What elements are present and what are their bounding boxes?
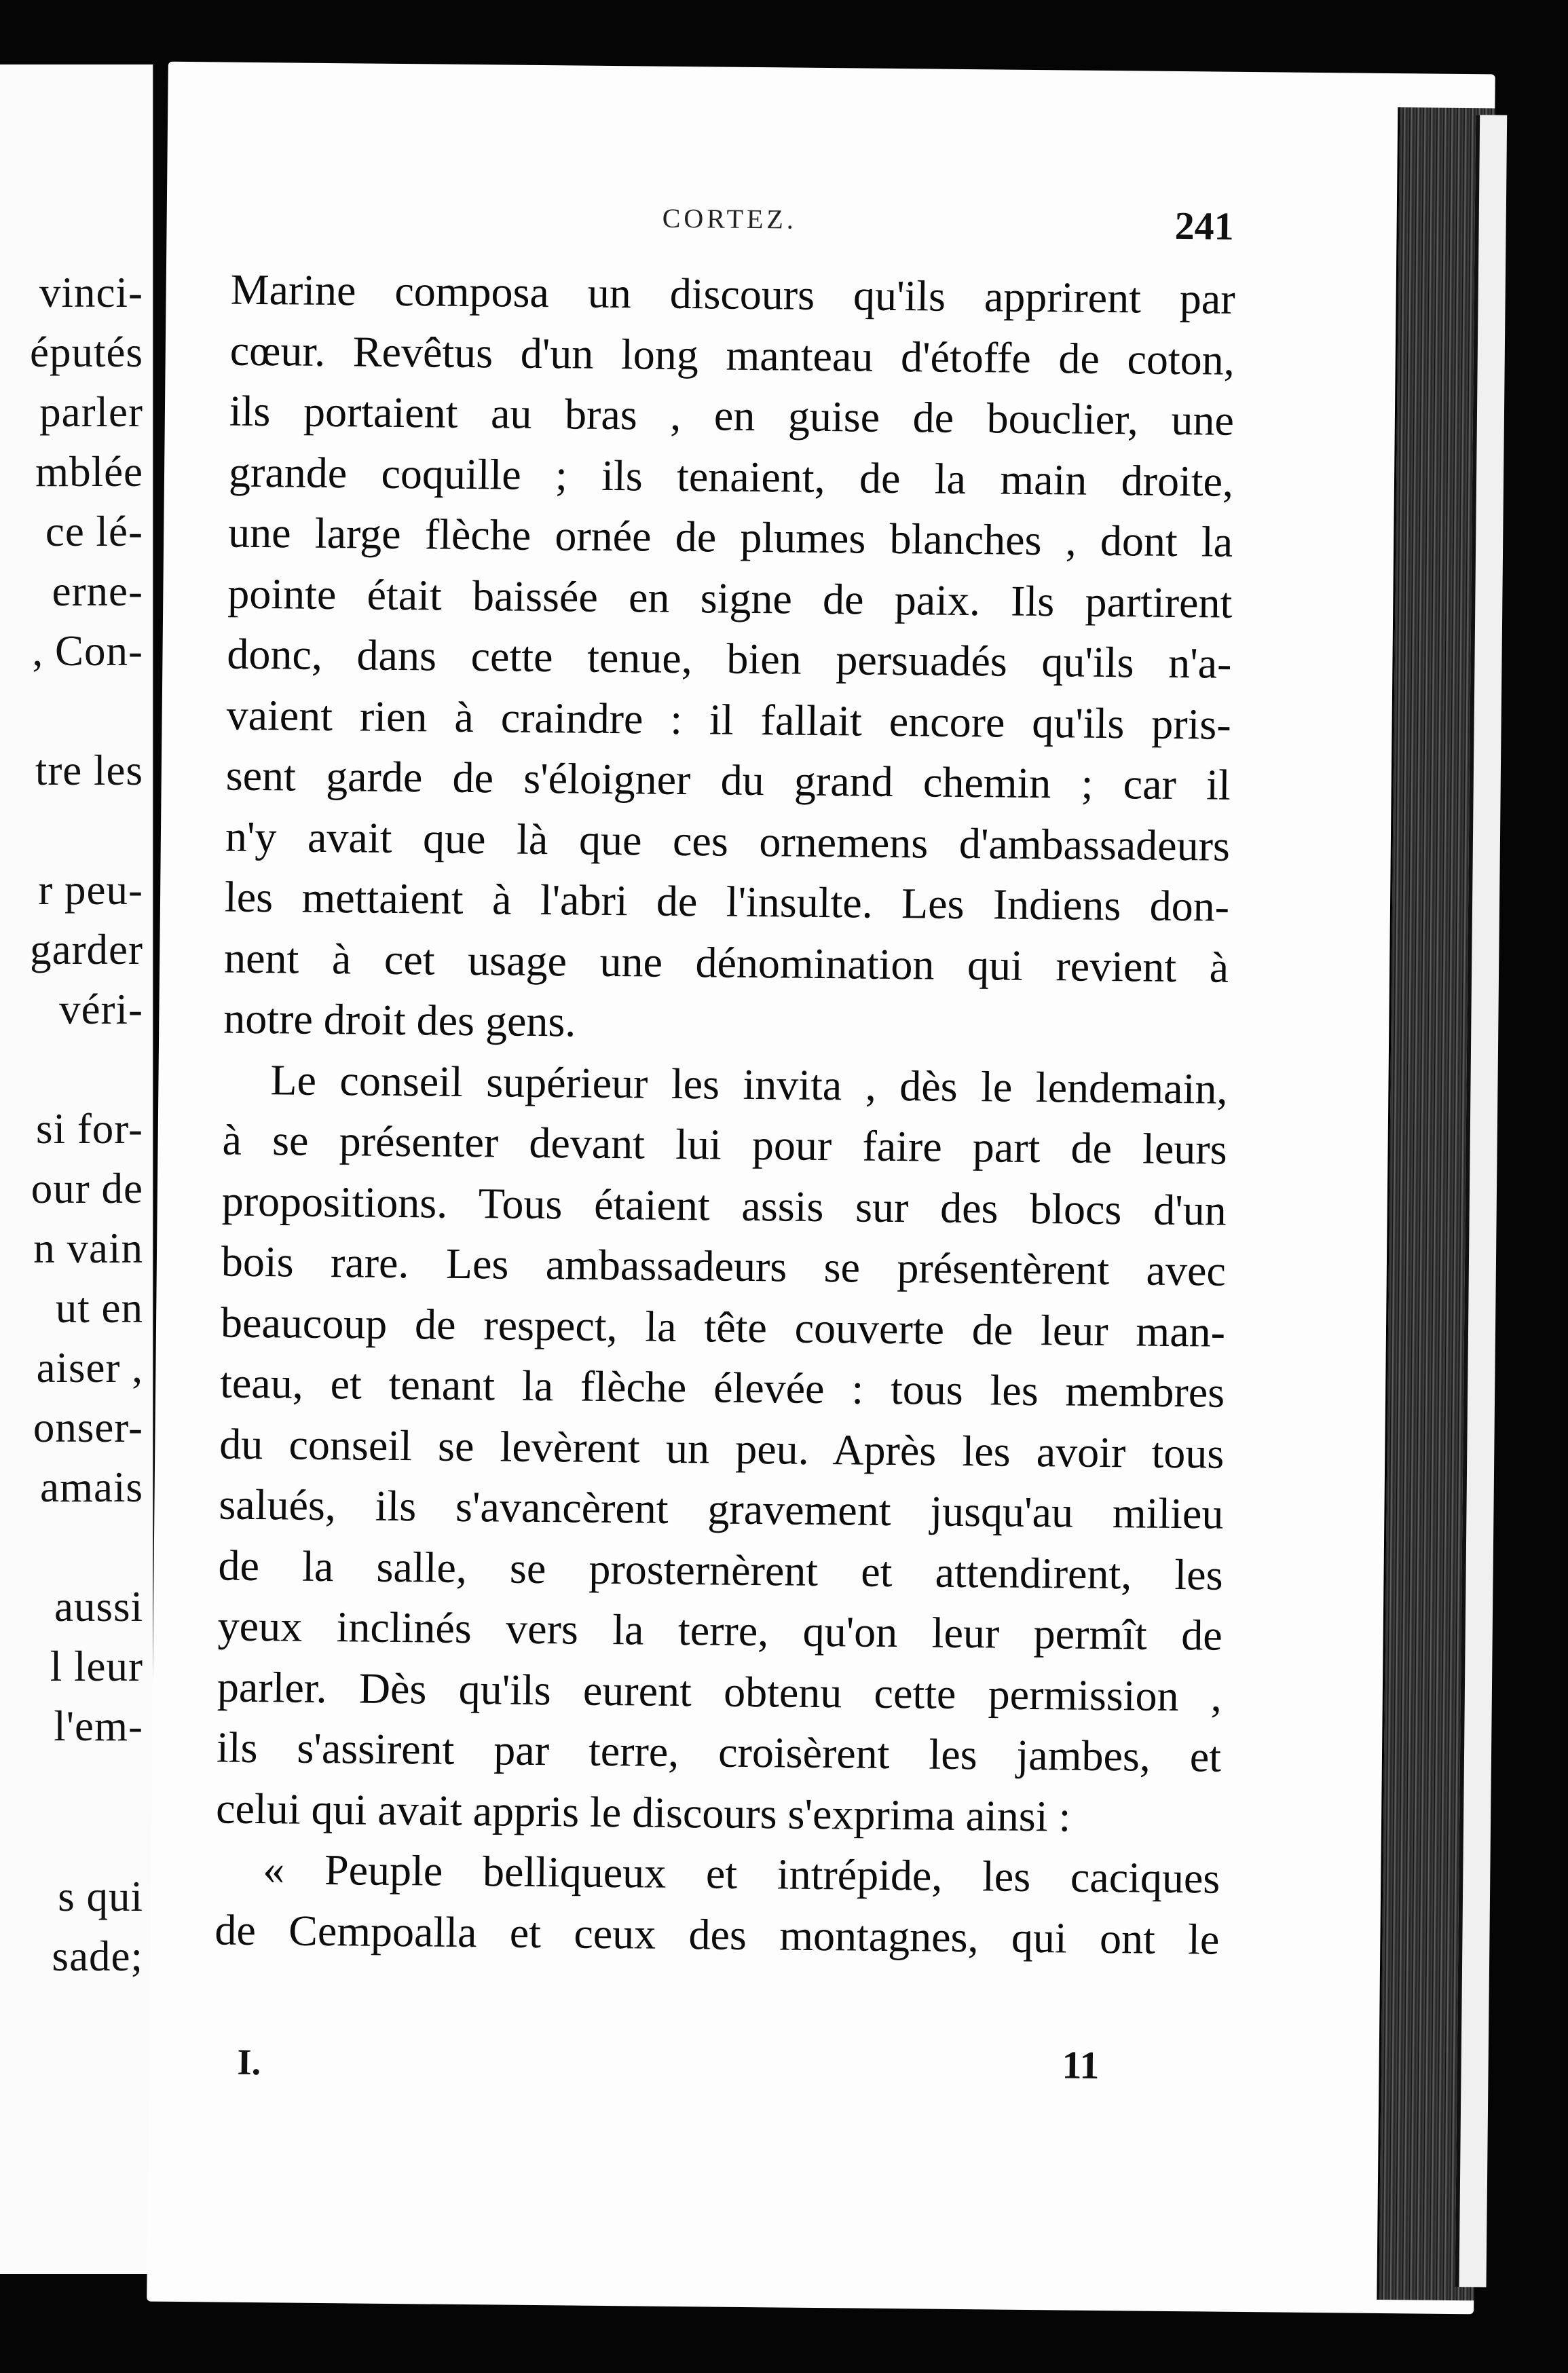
book-page — [147, 62, 1495, 2315]
text-line: les mettaient à l'abri de l'insulte. Les Indiens don- — [224, 872, 1230, 931]
text-line: de la salle, se prosternèrent et attendirent, les — [218, 1541, 1223, 1599]
previous-page-line: tre les — [35, 747, 143, 794]
previous-page-line: si for- — [36, 1105, 143, 1153]
previous-page-line: garder — [30, 926, 143, 973]
previous-page-line: véri- — [59, 986, 143, 1033]
text-line: beaucoup de respect, la tête couverte de leur man- — [220, 1298, 1226, 1356]
previous-page-line: l'em- — [54, 1702, 143, 1750]
text-line: ils s'assirent par terre, croisèrent les jambes, et — [216, 1723, 1222, 1781]
previous-page-line: l leur — [50, 1643, 143, 1690]
text-line: teau, et tenant la flèche élevée : tous les membres — [219, 1358, 1225, 1417]
text-line: pointe était baissée en signe de paix. Ils partirent — [227, 569, 1233, 627]
text-line: propositions. Tous étaient assis sur des blocs d'un — [221, 1176, 1227, 1235]
running-title: CORTEZ. — [662, 202, 798, 235]
text-line: donc, dans cette tenue, bien persuadés qu'ils n'a- — [227, 629, 1232, 688]
page-number: 241 — [1174, 203, 1234, 248]
text-line: salués, ils s'avancèrent gravement jusqu'au milieu — [219, 1480, 1224, 1538]
text-line: de Cempoalla et ceux des montagnes, qui ont le — [214, 1905, 1220, 1964]
signature-number: 11 — [1062, 2042, 1100, 2087]
previous-page-line: aussi — [54, 1583, 143, 1630]
text-line: ils portaient au bras , en guise de bouclier, une — [229, 386, 1235, 445]
previous-page-line: ce lé- — [45, 508, 143, 555]
previous-page-line: vinci- — [39, 269, 143, 316]
text-line: « Peuple belliqueux et intrépide, les caciques — [262, 1845, 1220, 1903]
text-line: une large flèche ornée de plumes blanches , dont la — [227, 508, 1233, 566]
previous-page-fragment — [0, 64, 154, 2274]
text-line: cœur. Revêtus d'un long manteau d'étoffe de coton, — [229, 326, 1235, 384]
running-head — [166, 198, 1389, 263]
previous-page-line: ut en — [55, 1284, 143, 1332]
body-text — [214, 259, 1235, 1970]
previous-page-line: parler — [39, 388, 143, 436]
previous-page-line: our de — [31, 1165, 143, 1212]
text-line: nent à cet usage une dénomination qui revient à — [223, 933, 1229, 992]
previous-page-line: mblée — [35, 448, 143, 496]
text-line: Le conseil supérieur les invita , dès le lendemain, — [270, 1055, 1228, 1113]
previous-page-line: sade; — [52, 1932, 143, 1980]
previous-page-line: onser- — [33, 1404, 143, 1451]
previous-page-line: r peu- — [38, 866, 143, 914]
text-line: bois rare. Les ambassadeurs se présentèrent avec — [221, 1237, 1227, 1295]
previous-page-line: amais — [40, 1463, 143, 1511]
text-line: notre droit des gens. — [223, 994, 576, 1046]
text-line: grande coquille ; ils tenaient, de la main droite, — [228, 447, 1234, 506]
signature-mark: I. — [237, 2041, 261, 2083]
text-line: n'y avait que là que ces ornemens d'ambassadeurs — [225, 812, 1231, 870]
previous-page-line: s qui — [58, 1873, 143, 1920]
previous-page-line: aiser , — [36, 1344, 143, 1391]
text-line: parler. Dès qu'ils eurent obtenu cette permission , — [217, 1662, 1222, 1721]
previous-page-line: éputés — [30, 329, 143, 376]
previous-page-line: n vain — [33, 1225, 143, 1272]
text-line: celui qui avait appris le discours s'exprima ainsi : — [215, 1783, 1071, 1841]
text-line: sent garde de s'éloigner du grand chemin ; car il — [225, 751, 1231, 809]
previous-page-line: erne- — [52, 567, 143, 615]
previous-page-line: , Con- — [32, 627, 143, 675]
text-line: vaient rien à craindre : il fallait encore qu'ils pris- — [226, 690, 1231, 749]
text-line: à se présenter devant lui pour faire part de leurs — [222, 1115, 1227, 1174]
text-line: Marine composa un discours qu'ils apprirent par — [230, 265, 1235, 323]
text-line: du conseil se levèrent un peu. Après les avoir tous — [219, 1419, 1225, 1478]
text-line: yeux inclinés vers la terre, qu'on leur permît de — [217, 1601, 1223, 1660]
